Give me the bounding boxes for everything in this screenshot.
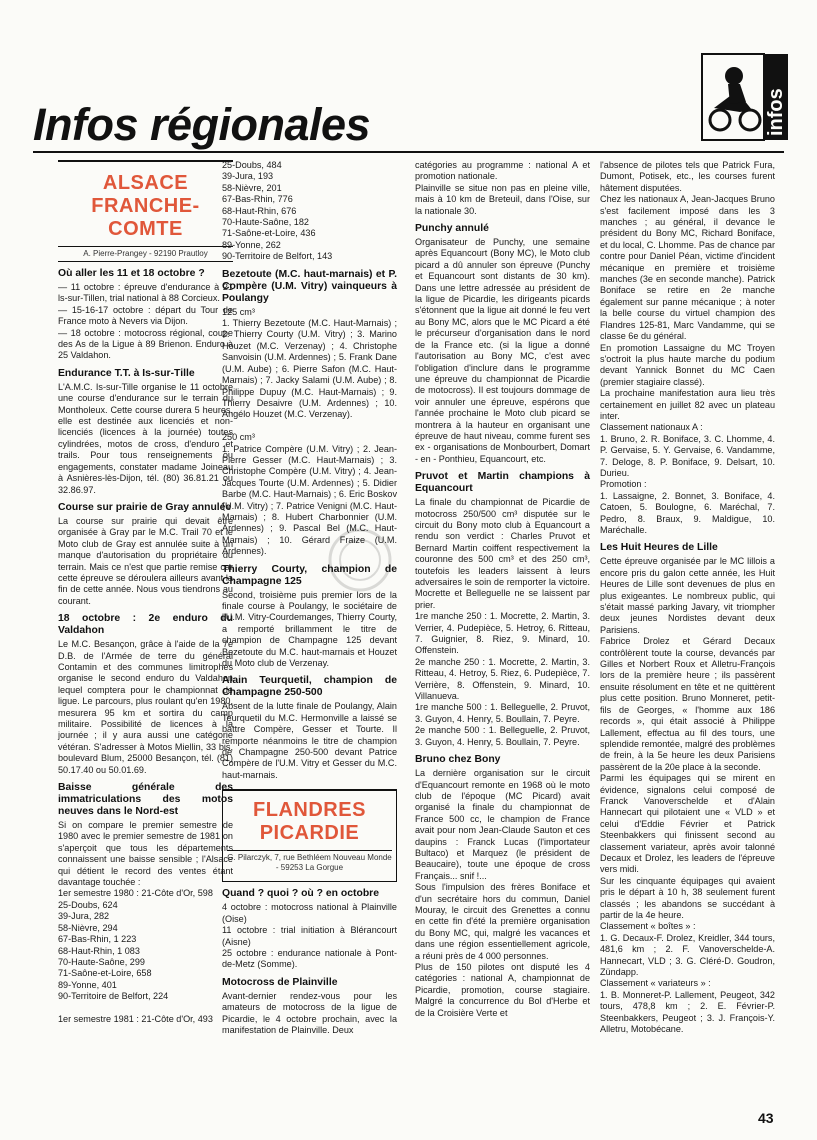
article-body: Cette épreuve organisée par le MC lillois a encore pris du galon cette année, les Huit Heures de Lille sont devenues de plus en plus exigeantes. Le nombreux public, qui s'était massé parking Javary, vit triompher deux jeunes Nordistes devant deux Parisiens. Fabrice Drolez et Gérard Decaux contrôlèrent toute la course, devancés par Gilles et Norbert Roux et Alletru-François lors de la première heure ; ils passèrent ensuite résolument en tête et ne quittèrent plus cette position. Bruno Monneret, petit-fils de Georges, « l'homme aux 186 records », qui était associé à Philippe Lallement, effectua au fil des tours, une splendide remontée, malgré des problèmes de frein, à la 5e heure les deux Parisiens passèrent de la 20e place à la seconde. Parmi les équipages qui se mirent en évidence, signalons celui composé de Franck Vanoverschelde et d'Alain Hannecart qui pilotaient une « VLD » et celui d'Eddie Février et Patrick Steenbakkers qui finissent second au classement variateur, après avoir talonné Decaux et Drolez, les leaders de l'épreuve vers midi. Sur les cinquante équipages qui avaient pris le départ à 10 h, 38 seulement furent classés ; les abandons se succédant à partir de la 4e heure. Classement « boîtes » : 1. G. Decaux-F. Drolez, Kreidler, 344 tours, 481,6 km ; 2. F. Vanoverschelde-A. Hannecart, VLD ; 3. G. Cléré-D. Goudron, Zündapp. Classement « variateurs » : 1. B. Monneret-P. Lallement, Peugeot, 342 tours, 478,8 km ; 2. E. Février-P. Steenbakkers, Peugeot ; 3. J. François-Y. Alletru, Motobécane. [600,556,775,1035]
article [58,368,233,496]
page-title: Infos régionales [33,99,371,150]
article [600,160,775,536]
column-champagne [222,160,397,1036]
region-box [227,799,392,875]
article-headline: Motocross de Plainville [222,976,338,988]
article-headline: Endurance T.T. à Is-sur-Tille [58,367,195,379]
article-body: l'absence de pilotes tels que Patrick Fura, Dumont, Potisek, etc., les courses furent hâtement disputées. Chez les nationaux A, Jean-Jacques Bruno s'est facilement imposé dans les 3 manches ; au général, il devance le président du Bony MC, Richard Boniface, et du local, C. Lhomme. Pas de chance par contre pour Daniel Péan, victime d'incident mécanique en première et troisième manches (3e en seconde manche). Patrick Boniface se retire en 2e manche également sur panne mécanique ; à noter la belle course du virtuel champion des Flandres 125-81, Marc Vandamme, qui se classe 6e du général. En promotion Lassaigne du MC Troyen s'octroit la plus haute marche du podium devant Yannick Bonnet du MC Caen (premier stagiaire classé). La prochaine manifestation aura lieu très certainement en juillet 82 avec un plateau inter. Classement nationaux A : 1. Bruno, 2. R. Boniface, 3. C. Lhomme, 4. P. Gervaise, 5. Y. Gervaise, 6. Vandamme, 7. Deloge, 8. P. Boniface, 9. Delsart, 10. Durieu. Promotion : 1. Lassaigne, 2. Bonnet, 3. Boniface, 4. Catoen, 5. Boulogne, 6. Maréchal, 7. Pedro, 8. Braux, 9. Maldigue, 10. Maréchalle. [600,160,775,535]
article [415,754,590,1019]
region-header-alsace [58,160,233,262]
article-body: 4 octobre : motocross national à Plainville (Oise) 11 octobre : trial initiation à Blérancourt (Aisne) 25 octobre : endurance nationale à Pont-de-Metz (Somme). [222,902,397,970]
article-body: La course sur prairie qui devait être organisée à Gray par le M.C. Trail 70 et le Moto club de Gray est annulée suite à un manque d'autorisation du propriétaire du terrain. Mais ce n'est que partie remise car cette épreuve se déroulera ailleurs avant la fin de cette année. Nous vous tiendrons au courant. [58,515,233,606]
article-body: Absent de la lutte finale de Poulangy, Alain Teurquetil du M.C. Hermonville a laissé se battre Compère, Gesser et Tourte. Il remporte néanmoins le titre de champion de Champagne 250-500 devant Patrice Compère de l'U.M. Vitry et Gesser du M.C. haut-marnais. [222,701,397,780]
article [222,160,397,263]
article-body: catégories au programme : national A et promotion nationale. Plainville se situe non pas en pleine ville, mais à 10 km de Breteuil, dans l'Oise, sur la nationale 30. [415,160,590,216]
article-headline: Bruno chez Bony [415,754,501,766]
motorcycle-rider-logo-icon [700,52,790,144]
article [600,542,775,1035]
article-body: La finale du championnat de Picardie de motocross 250/500 cm³ disputée sur le circuit du Bony moto club à Equancourt a rendu son verdict : Charles Pruvot et Bernard Martin coiffent respectivement la couronne des 500 cm³ et des 250 cm³, toutefois les leaders laissent à leurs adversaires le soin de remporter la victoire. Mocrette et Belleguelle ne se laissent par prier. 1re manche 250 : 1. Mocrette, 2. Martin, 3. Verrier, 4. Pudepièce, 5. Hetroy, 6. Ritteau, 7. Guignier, 8. Riez, 9. Minard, 10. Offenstein. 2e manche 250 : 1. Mocrette, 2. Martin, 3. Ritteau, 4. Hetroy, 5. Riez, 6. Pudepièce, 7. Verrière, 8. Offenstein, 9. Minard, 10. Villanueva. 1re manche 500 : 1. Belleguelle, 2. Pruvot, 3. Guyon, 4. Henry, 5. Boullain, 7. Peyre. 2e manche 500 : 1. Belleguelle, 2. Pruvot, 3. Guyon, 4. Henry, 5. Boullain, 7. Peyre. [415,497,590,747]
article-body: Avant-dernier rendez-vous pour les amateurs de motocross de la ligue de Picardie, le 4 octobre prochain, avec la manifestation de Plainville. Deux [222,990,397,1035]
article-body: 25-Doubs, 484 39-Jura, 193 58-Nièvre, 201 67-Bas-Rhin, 776 68-Haut-Rhin, 676 70-Haute-Saône, 182 71-Saône-et-Loire, 436 89-Yonne, 262 90-Territoire de Belfort, 143 [222,160,333,262]
article [222,269,397,558]
article-body: La dernière organisation sur le circuit d'Equancourt remonte en 1968 où le moto club de l'époque (MC Picard) avait organisé la finale du championnat de France 500 cc, le champion de France avait pour nom Jean-Claude Sauton et ces daupins : Franck Lucas (l'importateur Bultaco) et Marquez (le président de Beaucaire), toute une époque de cross Français... snif !... Sous l'impulsion des frères Boniface et d'un secrétaire hors du commun, Daniel Mouray, le circuit des Grenettes a connu en cette fin d'été la première organisation du Bony MC, qui, malgré les vacances et dans une région essentiellement agricole, a réuni près de 4 000 personnes. Plus de 150 pilotes ont disputé les 4 catégories : national A, championnat de Picardie, promotion, course stagiaire. Malgré la concurrence du Bol d'Herbe et de la Croisière Verte et [415,768,590,1018]
article [222,564,397,670]
article-body: Organisateur de Punchy, une semaine après Equancourt (Bony MC), le Moto club picard a dû annuler son épreuve (Punchy et Equancourt sont distants de 30 km). Dans une lettre adressée au président de la ligue de Picardie, les dirigeants picards s'étonnent que la ligue ait donné le feu vert au Bony MC, alors que le MC Picard a été le précurseur d'organisation dans le nord de la France etc. (si la ligue a donné l'autorisation au Bony MC, c'est avec l'obligation d'inclure dans le programme une épreuve du championnat de Picardie de motocross). Il est toujours dommage de voir annuler une épreuve, espérons que l'année prochaine le Moto club picard se montrera à la hauteur en organisant une épreuve de haut niveau, comme furent ses ex - organisations de Monbourbert, Domart - en - Ponthieu, Equancourt, etc. [415,237,590,464]
article-body: 125 cm³ 1. Thierry Bezetoute (M.C. Haut-Marnais) ; 2. Thierry Courty (U.M. Vitry) ; 3. Marino Houzet (M.C. Verzenay) ; 4. Christophe Sanvoisin (U.M. Ardennes) ; 5. Frank Dane (U.M. Aube) ; 6. Pierre Safon (M.C. Haut-Marnais) ; 7. Jacky Salami (U.M. Aube) ; 8. Philippe Dupuy (M.C. Haut-Marnais) ; 9. Thierry Desaivre (U.M. Ardennes) ; 10. Angélo Houzet (M.C. Verzenay). 250 cm³ 1. Patrice Compère (U.M. Vitry) ; 2. Jean-Pierre Gesser (M.C. Haut-Marnais) ; 3. Christophe Compère (U.M. Vitry) ; 4. Jean-Jacques Tourte (U.M. Ardennes) ; 5. Didier Barbe (M.C. Haut-Marnais) ; 6. Eric Boskov (U.M. Vitry) ; 7. Patrice Venigni (M.C. Haut-Marnais) ; 8. Hubert Charbonnier (U.M. Ardennes) ; 9. Pascal Bel (M.C. Haut-Marnais) ; 10. Gérard Fraize (U.M. Ardennes). [222,306,397,557]
article-headline: Punchy annulé [415,223,489,235]
article-headline: Baisse générale des immatriculations des motos neuves dans le Nord-est [58,782,233,818]
region-header-flandres [222,789,397,882]
article [58,502,233,607]
article [415,160,590,217]
article [415,223,590,465]
logo-text: infos [765,88,787,136]
masthead-rule [33,151,784,153]
article-headline: Alain Teurquetil, champion de Champagne 250-500 [222,675,397,699]
article [222,977,397,1037]
region-title: ALSACE FRANCHE-COMTE [91,172,200,240]
article-body: Si on compare le premier semestre de 1980 avec le premier semestre de 1981 on s'aperçoit que tous les départements connaissent une baisse sensible ; l'Alsace qui détient le record des ventes étant davantage touchée : 1er semestre 1980 : 21-Côte d'Or, 598 25-Doubs, 624 39-Jura, 282 58-Nièvre, 294 67-Bas-Rhin, 1 223 68-Haut-Rhin, 1 083 70-Haute-Saône, 299 71-Saône-et-Loire, 658 89-Yonne, 401 90-Territoire de Belfort, 224 1er semestre 1981 : 21-Côte d'Or, 493 [58,820,233,1024]
article [222,675,397,781]
region-author: A. Pierre-Prangey - 92190 Prautloy [58,246,233,259]
article-headline: Bezetoute (M.C. haut-marnais) et P. Compère (U.M. Vitry) vainqueurs à Poulangy [222,268,397,304]
article [58,613,233,776]
article-headline: Thierry Courty, champion de Champagne 125 [222,563,397,587]
article [58,782,233,1025]
article-headline: Quand ? quoi ? où ? en octobre [222,888,380,900]
article-body: Le M.C. Besançon, grâce à l'aide de la 7e D.B. de l'Armée de terre du général Contamin et des communes limitrophes organise le second enduro du Valdahon lequel comptera pour le championnat de ligue. Le parcours, plus roulant qu'en 1980, mesurera 95 km et sortira du camp militaire. Possibilité de licences à la journée ; il y aura aussi une catégorie vétéran. S'adresser à Motos Miellin, 33 bis, boulevard Blum, 25000 Besançon, tél. (81) 50.17.40 ou 50.01.69. [58,639,233,775]
article [58,268,233,362]
masthead [33,100,553,150]
page-number: 43 [758,1110,774,1126]
column-picardie [415,160,590,1019]
article-body: L'A.M.C. Is-sur-Tille organise le 11 octobre une course d'endurance sur le terrain du Montholeux. Cette course durera 5 heures, elle est destinée aux licenciés et non-licenciés (licences à la journée) toutes cylindrées, motos de cross, d'enduro et trails. Pour tous renseignements ou engagements, constater madame Joineau à Asnières-lès-Dijon, tél. (80) 36.81.21 ou 32.86.97. [58,381,233,495]
region-title: FLANDRES PICARDIE [253,799,366,845]
article-headline: 18 octobre : 2e enduro du Valdahon [58,613,233,637]
region-box [58,172,233,262]
region-author: G. Pilarczyk, 7, rue Bethléem Nouveau Monde - 59253 La Gorgue [227,850,392,873]
article-headline: Où aller les 11 et 18 octobre ? [58,268,205,279]
article-headline: Course sur prairie de Gray annulée [58,501,232,513]
article-body: — 11 octobre : épreuve d'endurance à 21 ls-sur-Tillen, trial national à 88 Corcieux. — 15-16-17 octobre : départ du Tour de France moto à Nevers via Dijon. — 18 octobre : motocross régional, coupe des As de la Ligue à 89 Brienon. Enduro à 25 Valdahon. [58,282,233,361]
article-body: Second, troisième puis premier lors de la finale course à Poulangy, le sociétaire de l'U.M. Vitry-Courdemanges, Thierry Courty, a remporté brillamment le titre de champion de Champagne 125 devant Bezetoute du M.C. haut-marnais et Houzet du Moto club de Verzenay. [222,589,397,669]
column-lille [600,160,775,1035]
article-headline: Les Huit Heures de Lille [600,542,718,554]
article [415,471,590,748]
infos-logo [700,52,790,144]
article [222,888,397,970]
article-headline: Pruvot et Martin champions à Equancourt [415,471,590,495]
column-alsace [58,160,233,1025]
